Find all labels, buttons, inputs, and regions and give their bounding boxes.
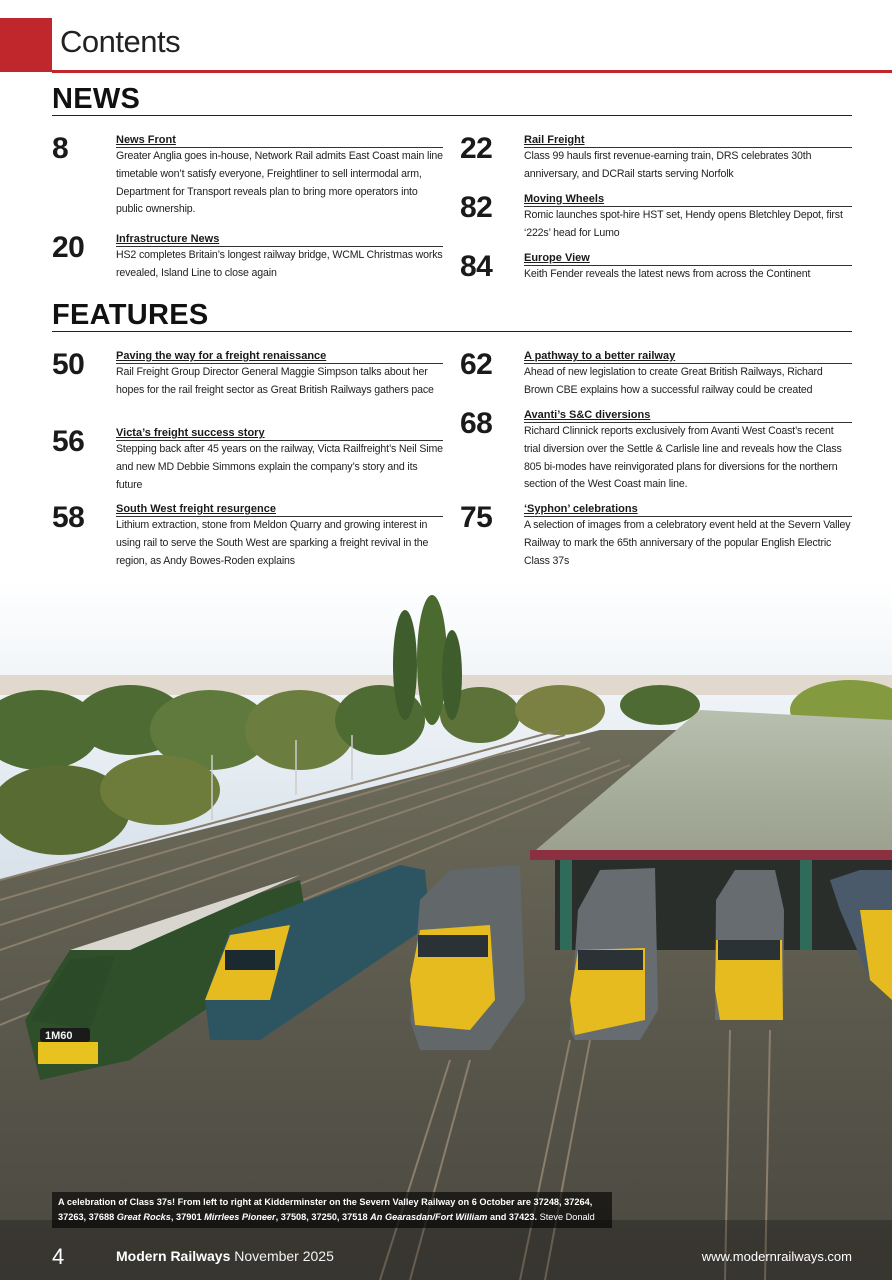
entry-page-number: 82 [460,191,493,224]
entry-description: Greater Anglia goes in-house, Network Rail admits East Coast main line timetable won’t satisfy everyone, Freightliner to sell intermodal arm, Department for Transport reveals plan to bring more operators into public ownership. [116,150,443,216]
entry-description: Stepping back after 45 years on the railway, Victa Railfreight’s Neil Sime and new MD Debbie Simmons explain the company’s story and its future [116,443,443,491]
entry-description: A selection of images from a celebratory event held at the Severn Valley Railway to mark the 65th anniversary of the popular English Electric Class 37s [524,519,851,567]
entry-title: News Front [116,134,443,148]
entry-title: Paving the way for a freight renaissance [116,350,443,364]
photo-caption [52,1192,612,1228]
caption-text: and 37423. [487,1212,538,1222]
photo-credit: Steve Donald [537,1212,595,1222]
contents-entry[interactable] [52,503,443,570]
caption-loco-name: Mirrlees Pioneer [204,1212,276,1222]
entry-page-number: 58 [52,501,85,534]
entry-title: Rail Freight [524,134,852,148]
features-heading: FEATURES [52,300,852,332]
entry-page-number: 22 [460,132,493,165]
entry-title: Europe View [524,252,852,266]
entry-title: Infrastructure News [116,233,443,247]
news-heading: NEWS [52,84,852,116]
locomotive-depot-illustration [0,580,892,1280]
entry-title: Avanti’s S&C diversions [524,409,852,423]
entry-page-number: 56 [52,425,85,458]
contents-entry[interactable] [460,350,852,400]
page-footer [52,1244,852,1272]
contents-entry[interactable] [52,233,443,283]
entry-page-number: 20 [52,231,85,264]
entry-description: Richard Clinnick reports exclusively from Avanti West Coast’s recent trial diversion over the Settle & Carlisle line and reveals how the Class 805 bi-modes have reinvigorated plans for diversions for the northern section of the West Coast main line. [524,425,842,491]
magazine-name [116,1248,334,1264]
lead-photograph [0,580,892,1280]
website-link[interactable]: www.modernrailways.com [701,1249,852,1264]
entry-description: Class 99 hauls first revenue-earning train, DRS celebrates 30th anniversary, and DCRail starts serving Norfolk [524,150,812,180]
contents-entry[interactable] [460,503,852,570]
entry-description: Keith Fender reveals the latest news from across the Continent [524,268,811,280]
entry-description: Lithium extraction, stone from Meldon Quarry and growing interest in using rail to serve the South West are sparking a freight revival in the region, as Andy Bowes-Roden explains [116,519,429,567]
header-accent-block [0,18,52,72]
entry-page-number: 68 [460,407,493,440]
caption-loco-name: An Gearasdan/Fort William [370,1212,488,1222]
entry-title: South West freight resurgence [116,503,443,517]
entry-page-number: 8 [52,132,69,165]
footer-page-number: 4 [52,1244,65,1269]
contents-entry[interactable] [52,350,443,400]
entry-title: ‘Syphon’ celebrations [524,503,852,517]
contents-entry[interactable] [460,252,852,284]
entry-description: Rail Freight Group Director General Maggie Simpson talks about her hopes for the rail freight sector as Great British Railways gathers pace [116,366,434,396]
magazine-title: Modern Railways [116,1248,231,1264]
contents-entry[interactable] [52,427,443,494]
caption-text: , 37508, 37250, 37518 [275,1212,371,1222]
entry-page-number: 50 [52,348,85,381]
entry-page-number: 84 [460,250,493,283]
headcode-text: 1M60 [45,1030,73,1042]
entry-description: Ahead of new legislation to create Great British Railways, Richard Brown CBE explains how a successful railway could be created [524,366,823,396]
contents-entry[interactable] [52,134,443,219]
entry-title: A pathway to a better railway [524,350,852,364]
header-rule [52,70,892,73]
page-title: Contents [60,24,181,59]
contents-entry[interactable] [460,134,852,184]
entry-title: Victa’s freight success story [116,427,443,441]
issue-date: November 2025 [234,1248,334,1264]
entry-page-number: 62 [460,348,493,381]
caption-text: , 37901 [170,1212,205,1222]
contents-entry[interactable] [460,193,852,243]
contents-entry[interactable] [460,409,852,494]
entry-title: Moving Wheels [524,193,852,207]
caption-loco-name: Great Rocks [116,1212,171,1222]
entry-page-number: 75 [460,501,493,534]
caption-text-lead: A celebration of Class 37s! From left to right at Kidderminster on the Severn Valley Railway on 6 October are 37248, 37264, 37263, 37688 [58,1197,593,1222]
entry-description: Romic launches spot-hire HST set, Hendy opens Bletchley Depot, first ‘222s’ head for Lumo [524,209,843,239]
entry-description: HS2 completes Britain’s longest railway bridge, WCML Christmas works revealed, Island Line to close again [116,249,443,279]
